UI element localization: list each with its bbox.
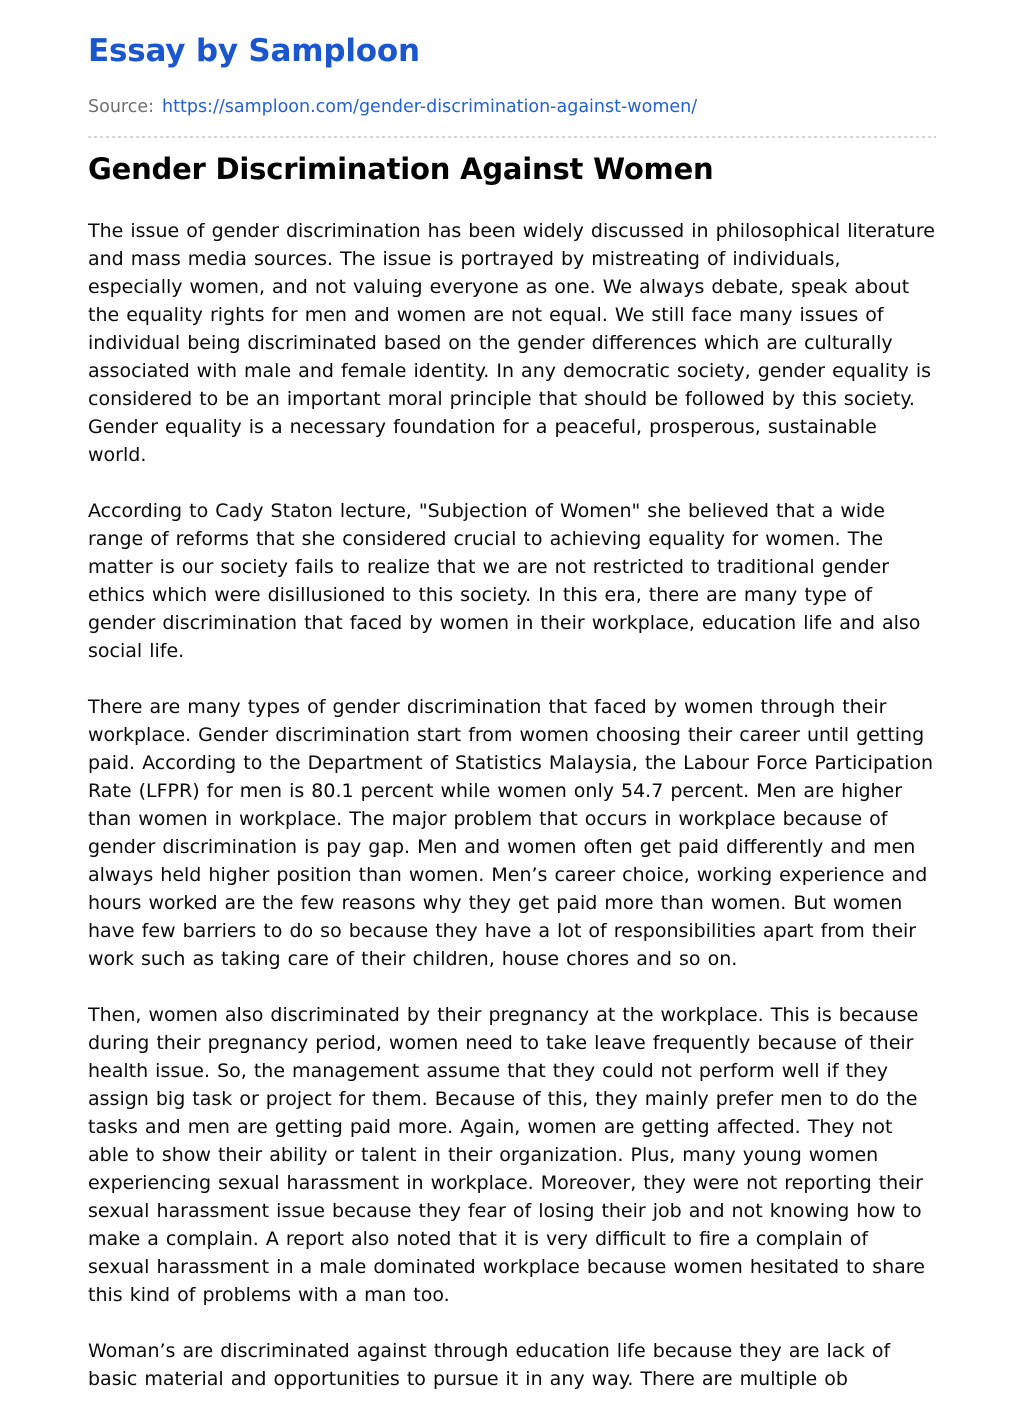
essay-paragraph: According to Cady Staton lecture, "Subjection of Women" she believed that a wide range of reforms that she considered crucial to achieving equality for women. The matter is our society fails to realize that we are not restricted to traditional gender ethics which were disillusioned to this society. In this era, there are many type of gender discrimination that faced by women in their workplace, education life and also social life.	[88, 500, 921, 663]
essay-paragraph: Then, women also discriminated by their pregnancy at the workplace. This is because during their pregnancy period, women need to take leave frequently because of their health issue. So, the management assume that they could not perform well if they assign big task or project for them. Because of this, they mainly prefer men to do the tasks and men are getting paid more. Again, women are getting affected. They not able to show their ability or talent in their organization. Plus, many young women experiencing sexual harassment in workplace. Moreover, they were not reporting their sexual harassment issue because they fear of losing their job and not knowing how to make a complain. A report also noted that it is very difficult to fire a complain of sexual harassment in a male dominated workplace because women hesitated to share this kind of problems with a man too.	[88, 1004, 925, 1307]
source-link[interactable]: https://samploon.com/gender-discrimination-against-women/	[162, 96, 698, 117]
essay-paragraph: The issue of gender discrimination has been widely discussed in philosophical literature and mass media sources. The issue is portrayed by mistreating of individuals, especially women, and not valuing everyone as one. We always debate, speak about the equality rights for men and women are not equal. We still face many issues of individual being discriminated based on the gender differences which are culturally associated with male and female identity. In any democratic society, gender equality is considered to be an important moral principle that should be followed by this society. Gender equality is a necessary foundation for a peaceful, prosperous, sustainable world.	[88, 220, 935, 467]
source-label: Source:	[88, 96, 155, 117]
essay-paragraph: There are many types of gender discrimination that faced by women through their workplace. Gender discrimination start from women choosing their career until getting paid. According to the Department of Statistics Malaysia, the Labour Force Participation Rate (LFPR) for men is 80.1 percent while women only 54.7 percent. Men are higher than women in workplace. The major problem that occurs in workplace because of gender discrimination is pay gap. Men and women often get paid differently and men always held higher position than women. Men’s career choice, working experience and hours worked are the few reasons why they get paid more than women. But women have few barriers to do so because they have a lot of responsibilities apart from their work such as taking care of their children, house chores and so on.	[88, 696, 934, 971]
divider	[88, 136, 936, 138]
source-row	[88, 96, 936, 119]
essay-body	[88, 217, 936, 1393]
essay-heading: Gender Discrimination Against Women	[88, 152, 714, 187]
essay-paragraph: Woman’s are discriminated against through education life because they are lack of basic material and opportunities to pursue it in any way. There are multiple ob	[88, 1340, 891, 1391]
page-title: Essay by Samploon	[88, 33, 420, 69]
